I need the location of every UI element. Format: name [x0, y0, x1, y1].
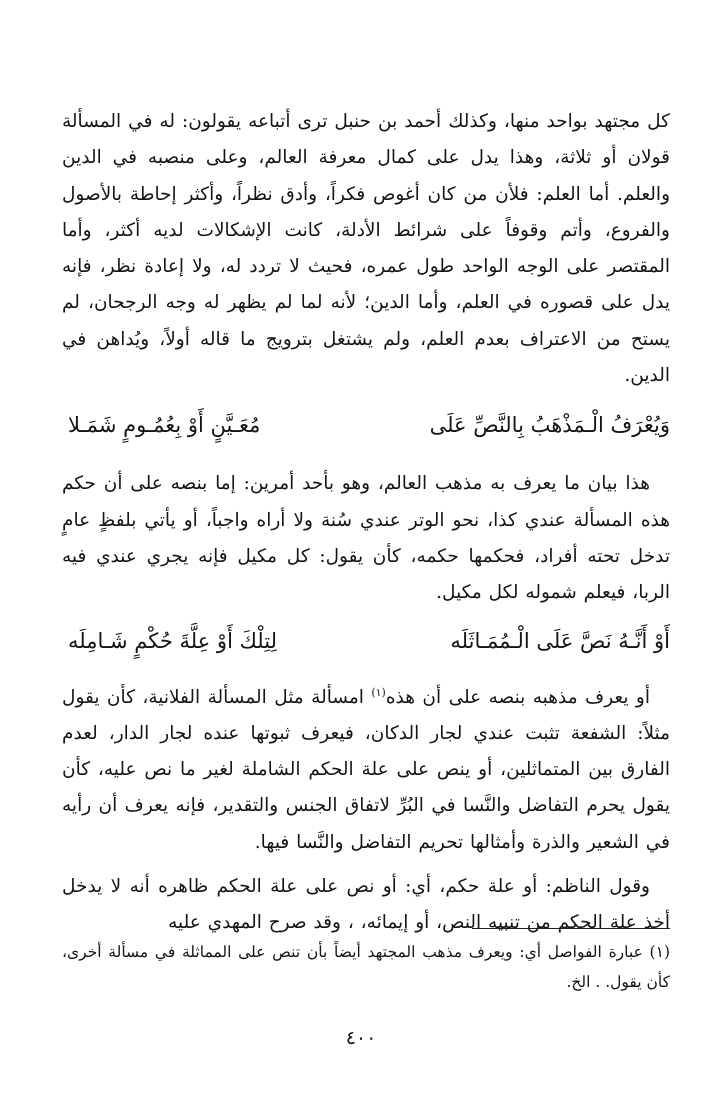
- footnote-divider: [472, 928, 670, 929]
- paragraph-4: وقول الناظم: أو علة حكم، أي: أو نص على علة الحكم ظاهره أنه لا يدخل أخذ علة الحكم من تنبيه النص، أو إيمائه، ، وقد صرح المهدي عليه: [62, 876, 670, 934]
- verse-1: [62, 400, 670, 450]
- verse-1-second-hemistich: مُعَـيَّنٍ أَوْ بِعُمُـومٍ شَمَـلا: [68, 413, 261, 438]
- verse-2-second-hemistich: لِتِلْكَ أَوْ عِلَّةَ حُكْمٍ شَـامِلَه: [68, 628, 277, 653]
- footnote: (١) عبارة الفواصل أي: ويعرف مذهب المجتهد أيضاً بأن تنص على المماثلة في مسألة أخرى، كأن يقول. . الخ.: [62, 943, 670, 991]
- paragraph-2: هذا بيان ما يعرف به مذهب العالم، وهو بأحد أمرين: إما بنصه على أن حكم هذه المسألة عندي كذا، نحو الوتر عندي سُنة ولا أراه واجباً، أو يأتي بلفظٍ عامٍ تدخل تحته أفراد، فحكمها حكمه، كأن يقول: كل مكيل فإنه يجري عندي فيه الربا، فيعلم شموله لكل مكيل.: [62, 473, 670, 604]
- verse-1-first-hemistich: وَيُعْرَفُ الْـمَذْهَبُ بِالنَّصِّ عَلَى: [429, 413, 670, 438]
- verse-2: [62, 616, 670, 666]
- paragraph-1: كل مجتهد بواحد منها، وكذلك أحمد بن حنبل ترى أتباعه يقولون: له في المسألة قولان أو ثلاثة، وهذا يدل على كمال معرفة العالم، وعلى منصبه في الدين والعلم. أما العلم: فلأن من كان أغوص فكراً، وأدق نظراً، وأكثر إحاطة بالأصول والفروع، وأتم وقوفاً على شرائط الأدلة، كانت الإشكالات لديه أكثر، وأما المقتصر على الوجه الواحد طول عمره، فحيث لا تردد له، ولا إعادة نظر، فإنه يدل على قصوره في العلم، وأما الدين؛ لأنه لما لم يظهر له وجه الرجحان، لم يستح من الاعتراف بعدم العلم، ولم يشتغل بترويج ما قاله أولاً، ويُداهن في الدين.: [62, 111, 670, 387]
- page-number: ٤٠٠: [345, 1027, 377, 1049]
- paragraph-3-part-1: أو يعرف مذهبه بنصه على أن هذه: [385, 686, 650, 708]
- page-body: [62, 104, 670, 942]
- verse-2-first-hemistich: أَوْ أَنَّـهُ نَصَّ عَلَى الْـمُمَـاثَلَه: [450, 628, 670, 653]
- footnote-reference[interactable]: (١): [371, 685, 386, 699]
- paragraph-3: [62, 680, 670, 861]
- paragraph-3-part-2: امسألة مثل المسألة الفلانية، كأن يقول مثلاً: الشفعة تثبت عندي لجار الدكان، فيعرف ثبوتها عنده لجار الدار، لعدم الفارق بين المتماثلين، أو ينص على علة الحكم الشاملة لغير ما نص عليه، كأن يقول يحرم التفاضل والنَّسا في البُرِّ لاتفاق الجنس والتقدير، فإنه يعرف أن رأيه في الشعير والذرة وأمثالها تحريم التفاضل والنَّسا فيها.: [62, 686, 670, 853]
